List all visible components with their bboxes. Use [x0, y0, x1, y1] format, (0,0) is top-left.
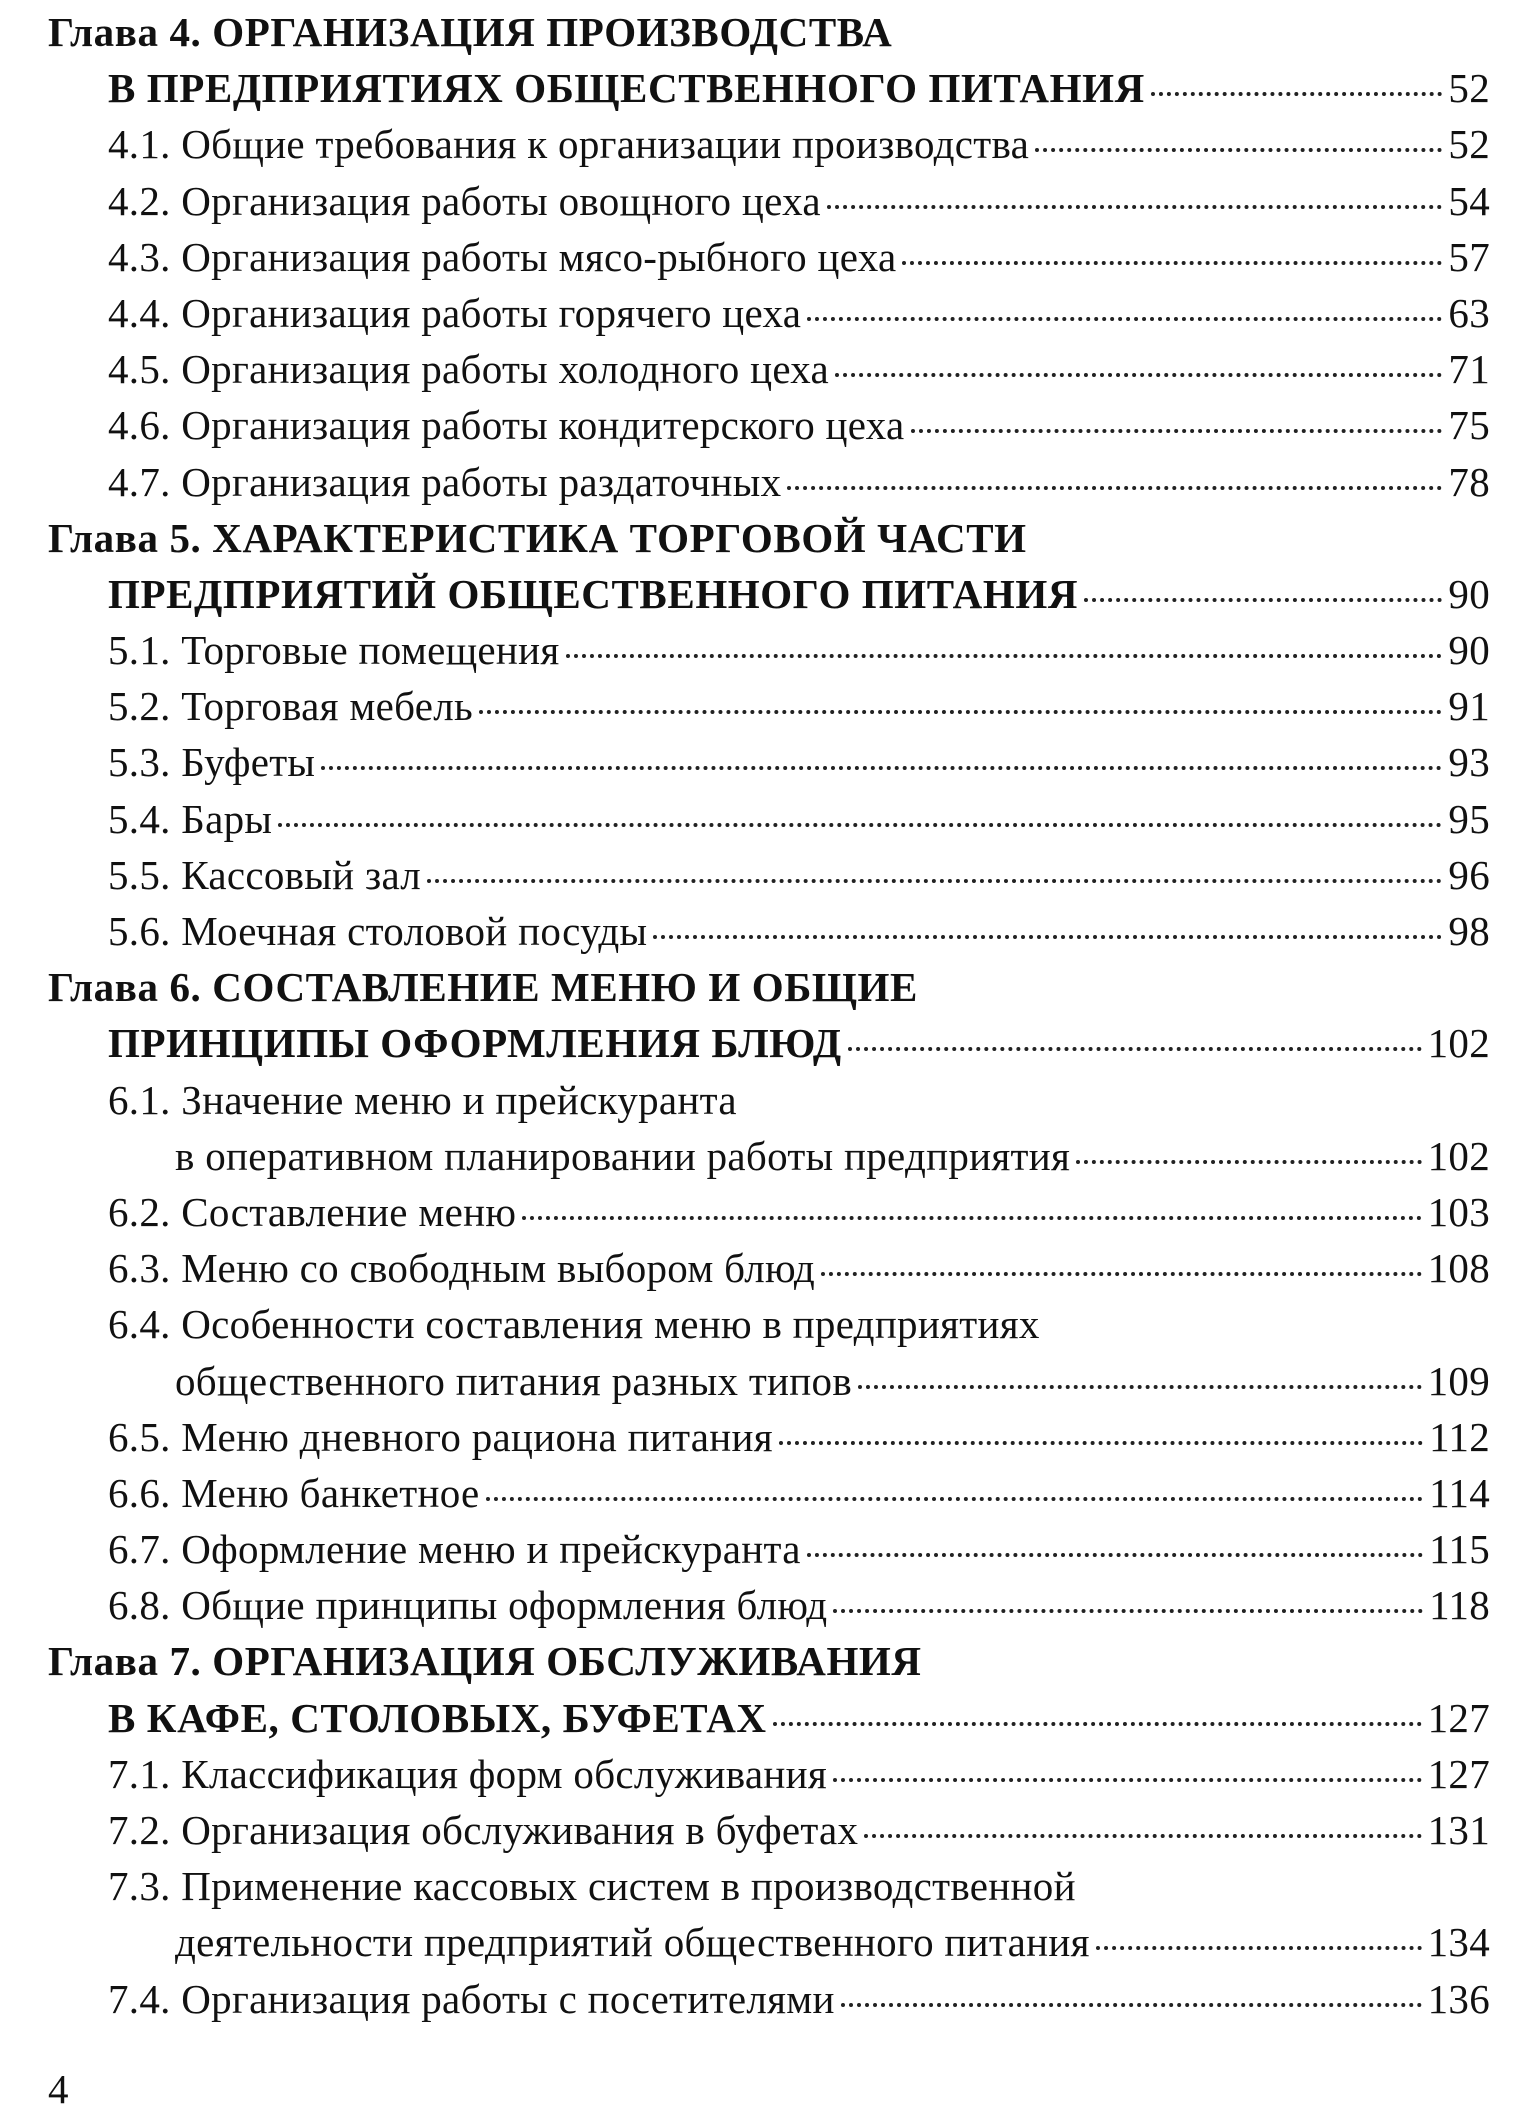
section-title-line [48, 285, 1490, 341]
page-ref: 63 [1448, 289, 1490, 336]
dot-leader [902, 261, 1442, 265]
chapter-title: Глава 5. ХАРАКТЕРИСТИКА ТОРГОВОЙ ЧАСТИ [48, 514, 1027, 561]
dot-leader [1084, 598, 1442, 602]
toc-section-entry [48, 1296, 1490, 1408]
chapter-title: Глава 4. ОРГАНИЗАЦИЯ ПРОИЗВОДСТВА [48, 9, 893, 55]
dot-leader [787, 486, 1442, 490]
title-continuation-line [48, 1914, 1490, 1970]
section-title-line [48, 173, 1490, 229]
page-ref: 102 [1427, 1132, 1490, 1179]
title-continuation-line [48, 1128, 1490, 1184]
toc-chapter-entry [48, 959, 1490, 1071]
section-title-line [48, 454, 1490, 510]
section-title-line [48, 847, 1490, 903]
section-title: 5.5. Кассовый зал [108, 851, 422, 898]
dot-leader [653, 935, 1442, 939]
page-ref: 98 [1448, 908, 1490, 954]
section-title: 4.3. Организация работы мясо-рыбного цеха [108, 233, 897, 280]
table-of-contents [48, 4, 1490, 2027]
toc-section-entry [48, 341, 1490, 397]
title-continuation: В ПРЕДПРИЯТИЯХ ОБЩЕСТВЕННОГО ПИТАНИЯ [108, 65, 1145, 112]
section-title-line [48, 791, 1490, 847]
page-ref: 75 [1448, 402, 1490, 449]
toc-chapter-entry [48, 4, 1490, 116]
page-ref: 78 [1448, 458, 1490, 505]
dot-leader [773, 1722, 1422, 1726]
toc-section-entry [48, 116, 1490, 172]
section-title-line [48, 1858, 1490, 1914]
dot-leader [479, 710, 1442, 714]
section-title: 7.4. Организация работы с посетителями [108, 1975, 835, 2022]
dot-leader [833, 1609, 1423, 1613]
section-title-line [48, 397, 1490, 453]
section-title-line [48, 1409, 1490, 1465]
section-title: 4.7. Организация работы раздаточных [108, 458, 782, 505]
chapter-title-line [48, 1633, 1490, 1689]
toc-section-entry [48, 1802, 1490, 1858]
section-title-line [48, 622, 1490, 678]
section-title: 7.3. Применение кассовых систем в производственной [108, 1863, 1076, 1910]
section-title: 6.2. Составление меню [108, 1188, 517, 1235]
section-title-line [48, 1521, 1490, 1577]
page-ref: 102 [1427, 1020, 1490, 1067]
chapter-title-line [48, 4, 1490, 60]
toc-chapter-entry [48, 510, 1490, 622]
toc-section-entry [48, 1240, 1490, 1296]
chapter-title-line [48, 510, 1490, 566]
title-continuation-line [48, 566, 1490, 622]
section-title: 6.7. Оформление меню и прейскуранта [108, 1526, 801, 1573]
page-ref: 108 [1427, 1245, 1490, 1292]
page-ref: 52 [1448, 121, 1490, 168]
toc-section-entry [48, 791, 1490, 847]
section-title: 4.5. Организация работы холодного цеха [108, 346, 830, 393]
dot-leader [779, 1441, 1423, 1445]
page-ref: 109 [1427, 1357, 1490, 1404]
page-ref: 134 [1427, 1919, 1490, 1966]
dot-leader [821, 1272, 1422, 1276]
dot-leader [321, 766, 1442, 770]
dot-leader [807, 1553, 1423, 1557]
page-ref: 127 [1427, 1694, 1490, 1741]
page-ref: 95 [1448, 795, 1490, 842]
toc-section-entry [48, 285, 1490, 341]
section-title-line [48, 1746, 1490, 1802]
section-title-line [48, 1184, 1490, 1240]
toc-section-entry [48, 1971, 1490, 2027]
title-continuation-line [48, 1690, 1490, 1746]
dot-leader [858, 1385, 1422, 1389]
page-ref: 136 [1427, 1975, 1490, 2022]
page-ref: 96 [1448, 851, 1490, 898]
dot-leader [864, 1834, 1421, 1838]
section-title: 4.4. Организация работы горячего цеха [108, 289, 802, 336]
section-title: 6.3. Меню со свободным выбором блюд [108, 1245, 816, 1292]
title-continuation: в оперативном планировании работы предприятия [175, 1132, 1071, 1179]
toc-section-entry [48, 1184, 1490, 1240]
dot-leader [841, 2003, 1422, 2007]
toc-section-entry [48, 454, 1490, 510]
section-title: 4.6. Организация работы кондитерского цеха [108, 402, 905, 449]
section-title-line [48, 1072, 1490, 1128]
section-title-line [48, 1465, 1490, 1521]
dot-leader [1076, 1160, 1421, 1164]
page-ref: 52 [1448, 65, 1490, 112]
page-ref: 112 [1429, 1413, 1490, 1460]
title-continuation: В КАФЕ, СТОЛОВЫХ, БУФЕТАХ [108, 1694, 767, 1741]
page-ref: 71 [1448, 346, 1490, 393]
toc-section-entry [48, 1746, 1490, 1802]
page-ref: 114 [1429, 1469, 1490, 1516]
dot-leader [848, 1047, 1422, 1051]
chapter-title: Глава 6. СОСТАВЛЕНИЕ МЕНЮ И ОБЩИЕ [48, 964, 918, 1011]
section-title-line [48, 341, 1490, 397]
dot-leader [835, 373, 1442, 377]
chapter-title: Глава 7. ОРГАНИЗАЦИЯ ОБСЛУЖИВАНИЯ [48, 1638, 922, 1685]
dot-leader [566, 654, 1443, 658]
section-title: 5.6. Моечная столовой посуды [108, 908, 648, 954]
page-ref: 115 [1429, 1526, 1490, 1573]
page-ref: 90 [1448, 627, 1490, 674]
toc-section-entry [48, 847, 1490, 903]
title-continuation-line [48, 1015, 1490, 1071]
page-ref: 103 [1427, 1188, 1490, 1235]
section-title: 5.2. Торговая мебель [108, 683, 473, 730]
dot-leader [911, 429, 1443, 433]
toc-section-entry [48, 229, 1490, 285]
page-ref: 131 [1427, 1807, 1490, 1853]
page-ref: 127 [1427, 1750, 1490, 1797]
dot-leader [427, 879, 1442, 883]
section-title: 6.5. Меню дневного рациона питания [108, 1413, 773, 1460]
dot-leader [522, 1216, 1421, 1220]
toc-section-entry [48, 1577, 1490, 1633]
section-title-line [48, 1577, 1490, 1633]
section-title: 4.2. Организация работы овощного цеха [108, 177, 821, 224]
dot-leader [833, 1778, 1422, 1782]
title-continuation: ПРЕДПРИЯТИЙ ОБЩЕСТВЕННОГО ПИТАНИЯ [108, 570, 1079, 617]
section-title-line [48, 1240, 1490, 1296]
title-continuation: общественного питания разных типов [175, 1357, 852, 1404]
section-title-line [48, 734, 1490, 790]
chapter-title-line [48, 959, 1490, 1015]
dot-leader [1035, 148, 1442, 152]
title-continuation-line [48, 1353, 1490, 1409]
toc-section-entry [48, 734, 1490, 790]
title-continuation: ПРИНЦИПЫ ОФОРМЛЕНИЯ БЛЮД [108, 1020, 842, 1067]
page-ref: 118 [1429, 1582, 1490, 1629]
toc-section-entry [48, 678, 1490, 734]
section-title: 5.1. Торговые помещения [108, 627, 560, 674]
page-ref: 90 [1448, 570, 1490, 617]
page-ref: 91 [1448, 683, 1490, 730]
section-title-line [48, 229, 1490, 285]
toc-section-entry [48, 1521, 1490, 1577]
section-title: 7.2. Организация обслуживания в буфетах [108, 1807, 859, 1853]
section-title: 5.4. Бары [108, 795, 273, 842]
section-title: 5.3. Буфеты [108, 739, 316, 786]
section-title: 6.4. Особенности составления меню в предприятиях [108, 1301, 1040, 1348]
title-continuation: деятельности предприятий общественного питания [175, 1919, 1090, 1966]
toc-section-entry [48, 1072, 1490, 1184]
page-ref: 57 [1448, 233, 1490, 280]
dot-leader [807, 317, 1442, 321]
section-title-line [48, 1296, 1490, 1352]
toc-section-entry [48, 1409, 1490, 1465]
section-title-line [48, 903, 1490, 959]
toc-section-entry [48, 1465, 1490, 1521]
section-title: 6.1. Значение меню и прейскуранта [108, 1076, 737, 1123]
toc-section-entry [48, 903, 1490, 959]
dot-leader [827, 205, 1443, 209]
section-title-line [48, 678, 1490, 734]
dot-leader [1151, 92, 1443, 96]
dot-leader [486, 1497, 1424, 1501]
toc-section-entry [48, 397, 1490, 453]
section-title: 4.1. Общие требования к организации производства [108, 121, 1030, 168]
section-title: 6.8. Общие принципы оформления блюд [108, 1582, 828, 1629]
page-ref: 54 [1448, 177, 1490, 224]
toc-chapter-entry [48, 1633, 1490, 1745]
section-title-line [48, 1802, 1490, 1858]
dot-leader [1096, 1946, 1422, 1950]
title-continuation-line [48, 60, 1490, 116]
section-title: 6.6. Меню банкетное [108, 1469, 480, 1516]
toc-section-entry [48, 622, 1490, 678]
toc-section-entry [48, 173, 1490, 229]
section-title-line [48, 116, 1490, 172]
dot-leader [278, 823, 1442, 827]
page-number: 4 [48, 2066, 69, 2112]
page-ref: 93 [1448, 739, 1490, 786]
section-title-line [48, 1971, 1490, 2027]
toc-section-entry [48, 1858, 1490, 1970]
section-title: 7.1. Классификация форм обслуживания [108, 1750, 828, 1797]
